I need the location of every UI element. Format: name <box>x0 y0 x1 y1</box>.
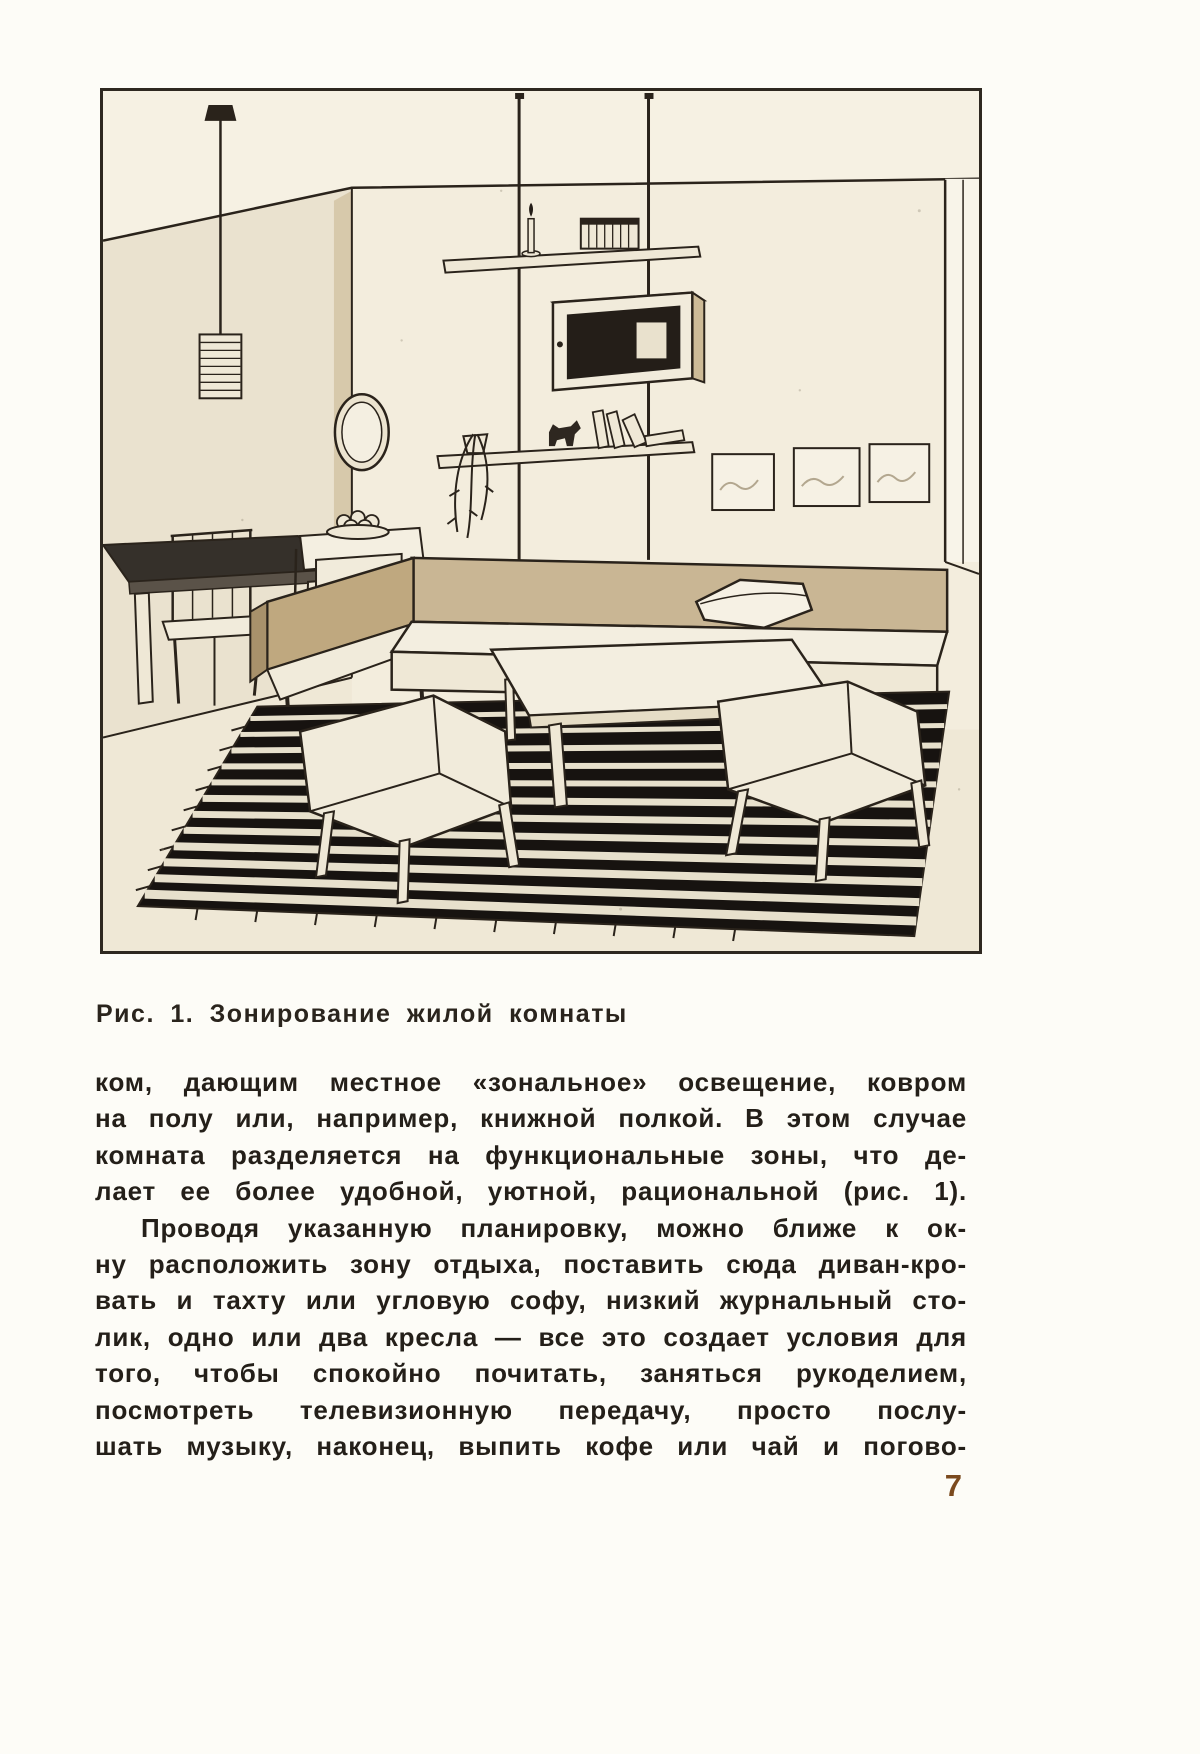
body-line: посмотреть телевизионную передачу, просто послу- <box>95 1394 967 1425</box>
shelf-books <box>581 219 639 249</box>
body-text <box>95 1064 967 1464</box>
figure-caption: Рис. 1. Зонирование жилой комнаты <box>96 1000 628 1028</box>
figure-illustration <box>103 91 979 951</box>
body-line: комната разделяется на функциональные зоны, что де- <box>95 1139 967 1170</box>
body-line: Проводя указанную планировку, можно ближе к ок- <box>141 1212 967 1243</box>
wall-cabinet <box>553 293 704 391</box>
body-line: того, чтобы спокойно почитать, заняться рукоделием, <box>95 1358 967 1389</box>
body-line: лает ее более удобной, уютной, рациональной (рис. 1). <box>95 1176 967 1207</box>
page-number: 7 <box>944 1468 962 1503</box>
window <box>945 179 979 574</box>
mirror <box>335 394 389 470</box>
body-line: лик, одно или два кресла — все это создает условия для <box>95 1321 967 1352</box>
body-line: ком, дающим местное «зональное» освещение, ковром <box>95 1067 967 1097</box>
body-line: шать музыку, наконец, выпить кофе или чай и погово- <box>95 1430 967 1461</box>
body-line: вать и тахту или угловую софу, низкий журнальный сто- <box>95 1285 967 1316</box>
figure-frame <box>100 88 982 954</box>
wall-pictures <box>712 444 929 510</box>
body-line: на полу или, например, книжной полкой. В этом случае <box>95 1103 967 1134</box>
body-line: ну расположить зону отдыха, поставить сюда диван-кро- <box>95 1248 967 1279</box>
